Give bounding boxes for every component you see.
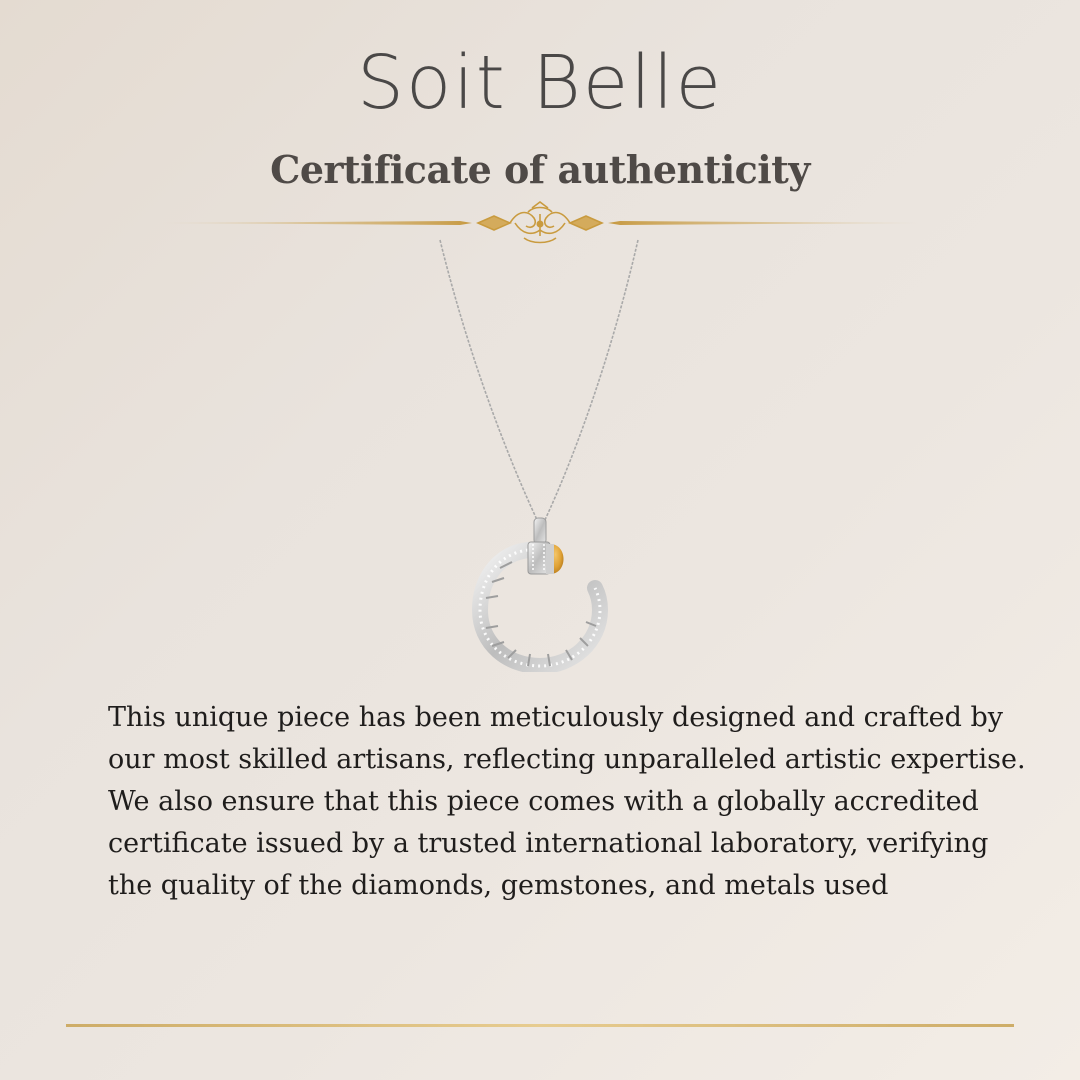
certificate-description: This unique piece has been meticulously designed and crafted by our most skilled artisans, reflecting unparalleled artistic expertise. We also ensure that this piece comes with a globally accredited certificate issued by a trusted international laboratory, verifying the quality of the diamonds, gemstones, and metals used (108, 702, 1026, 901)
pendant-necklace-image (400, 232, 680, 672)
brand-logo: Soit Belle (357, 40, 723, 126)
certificate-title: Certificate of authenticity (270, 147, 810, 192)
bottom-gold-divider (66, 1024, 1014, 1027)
